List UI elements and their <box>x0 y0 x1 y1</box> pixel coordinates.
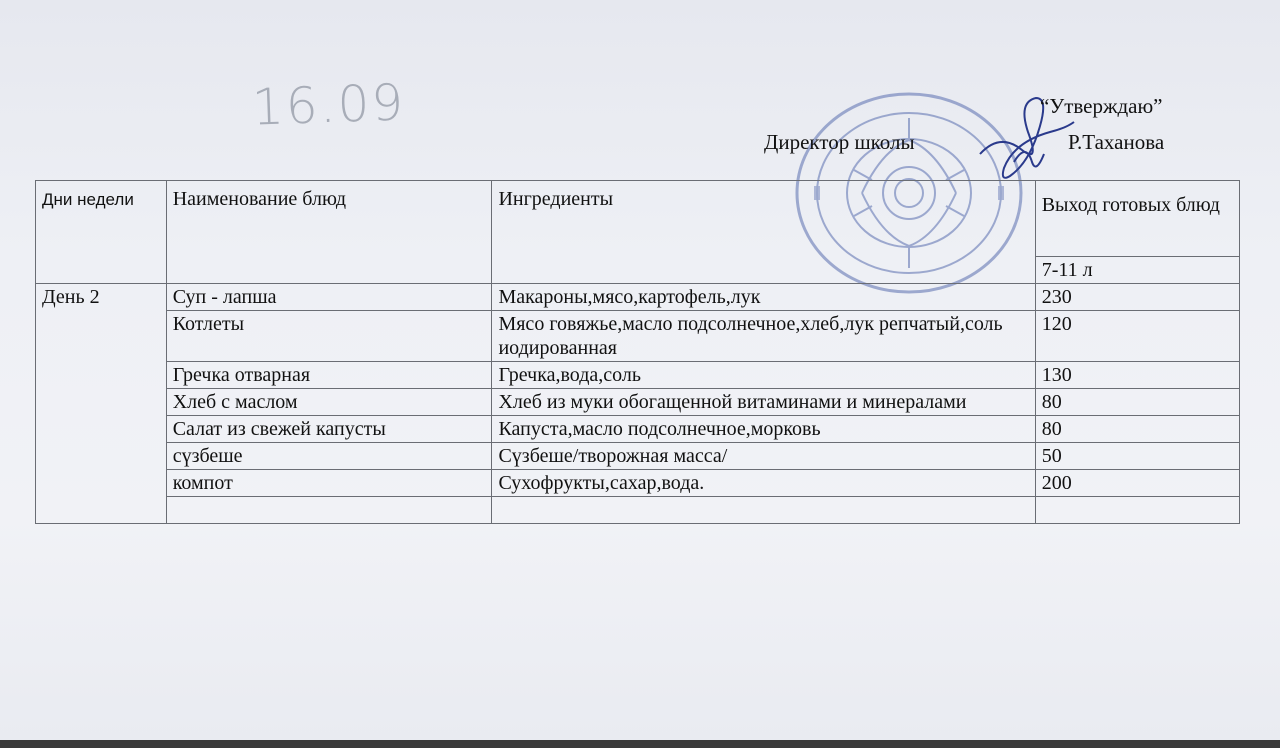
dish-cell: Гречка отварная <box>166 362 492 389</box>
faded-cell <box>1035 497 1239 524</box>
table-row <box>36 443 1240 470</box>
ingredients-cell: Капуста,масло подсолнечное,морковь <box>492 416 1035 443</box>
header-ingredients: Ингредиенты <box>492 181 1035 284</box>
table-row <box>36 311 1240 362</box>
output-cell: 50 <box>1035 443 1239 470</box>
table-row <box>36 389 1240 416</box>
dish-cell: Салат из свежей капусты <box>166 416 492 443</box>
dish-cell: сүзбеше <box>166 443 492 470</box>
ingredients-cell: Сүзбеше/творожная масса/ <box>492 443 1035 470</box>
faded-cell <box>492 497 1035 524</box>
header-dish: Наименование блюд <box>166 181 492 284</box>
approval-label: “Утверждаю” <box>1040 94 1163 118</box>
output-cell: 130 <box>1035 362 1239 389</box>
ingredients-cell: Хлеб из муки обогащенной витаминами и минералами <box>492 389 1035 416</box>
table-row <box>36 284 1240 311</box>
header-output: Выход готовых блюд <box>1035 181 1239 257</box>
table-row <box>36 470 1240 497</box>
table-row <box>36 416 1240 443</box>
output-cell: 120 <box>1035 311 1239 362</box>
handwritten-date: 16.09 <box>251 73 407 137</box>
faded-cell <box>166 497 492 524</box>
table-row <box>36 362 1240 389</box>
dish-cell: Котлеты <box>166 311 492 362</box>
table-header-row <box>36 181 1240 257</box>
header-days: Дни недели <box>36 181 167 284</box>
ingredients-cell: Макароны,мясо,картофель,лук <box>492 284 1035 311</box>
output-cell: 230 <box>1035 284 1239 311</box>
dish-cell: Хлеб с маслом <box>166 389 492 416</box>
table-row-faded <box>36 497 1240 524</box>
menu-table <box>35 180 1240 524</box>
director-name: Р.Таханова <box>1068 130 1165 154</box>
day-cell: День 2 <box>36 284 167 524</box>
ingredients-cell: Мясо говяжье,масло подсолнечное,хлеб,лук репчатый,соль иодированная <box>492 311 1035 362</box>
header-age-group: 7-11 л <box>1035 257 1239 284</box>
ingredients-cell: Гречка,вода,соль <box>492 362 1035 389</box>
director-title: Директор школы <box>764 130 915 154</box>
output-cell: 80 <box>1035 416 1239 443</box>
dish-cell: Суп - лапша <box>166 284 492 311</box>
dish-cell: компот <box>166 470 492 497</box>
ingredients-cell: Сухофрукты,сахар,вода. <box>492 470 1035 497</box>
output-cell: 80 <box>1035 389 1239 416</box>
output-cell: 200 <box>1035 470 1239 497</box>
